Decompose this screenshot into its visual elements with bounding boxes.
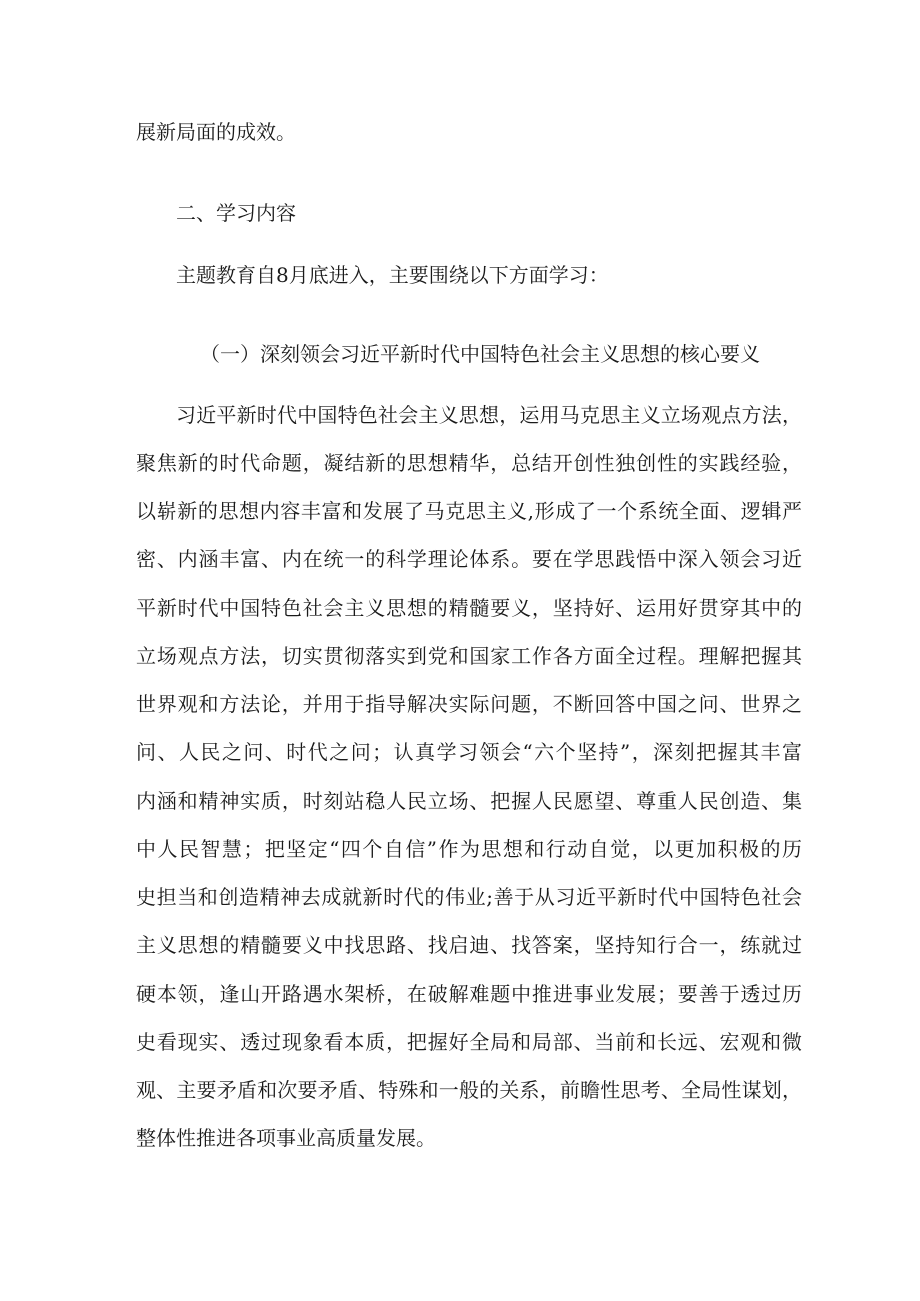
subsection-heading: （一）深刻领会习近平新时代中国特色社会主义思想的核心要义 (200, 342, 760, 366)
paragraph-line: 聚焦新的时代命题，凝结新的思想精华，总结开创性独创性的实践经验， (136, 451, 802, 475)
paragraph-line: 硬本领，逢山开路遇水架桥，在破解难题中推进事业发展；要善于透过历 (136, 982, 802, 1006)
paragraph-line: 平新时代中国特色社会主义思想的精髓要义，坚持好、运用好贯穿其中的 (136, 596, 802, 620)
paragraph-line: 整体性推进各项事业高质量发展。 (136, 1126, 436, 1150)
paragraph-line: 观、主要矛盾和次要矛盾、特殊和一般的关系，前瞻性思考、全局性谋划， (136, 1078, 802, 1102)
paragraph-line: 问、人民之问、时代之问；认真学习领会“六个坚持”，深刻把握其丰富 (136, 740, 802, 764)
paragraph-line: 习近平新时代中国特色社会主义思想，运用马克思主义立场观点方法， (176, 403, 802, 427)
section-heading: 二、学习内容 (176, 201, 296, 225)
paragraph-line: 内涵和精神实质，时刻站稳人民立场、把握人民愿望、尊重人民创造、集 (136, 789, 802, 813)
paragraph-line: 世界观和方法论，并用于指导解决实际问题，不断回答中国之问、世界之 (136, 692, 802, 716)
paragraph-line: 立场观点方法，切实贯彻落实到党和国家工作各方面全过程。理解把握其 (136, 644, 802, 668)
paragraph-line: 史看现实、透过现象看本质，把握好全局和局部、当前和长远、宏观和微 (136, 1030, 802, 1054)
paragraph-line: 以崭新的思想内容丰富和发展了马克思主义,形成了一个系统全面、逻辑严 (136, 499, 802, 523)
intro-text: 主题教育自8月底进入，主要围绕以下方面学习： (176, 263, 609, 287)
paragraph-line: 史担当和创造精神去成就新时代的伟业;善于从习近平新时代中国特色社会 (136, 885, 802, 909)
paragraph-line: 主义思想的精髓要义中找思路、找启迪、找答案，坚持知行合一，练就过 (136, 933, 802, 957)
lead-fragment: 展新局面的成效。 (136, 120, 296, 144)
paragraph-line: 密、内涵丰富、内在统一的科学理论体系。要在学思践悟中深入领会习近 (136, 547, 802, 571)
paragraph-line: 中人民智慧；把坚定“四个自信”作为思想和行动自觉，以更加积极的历 (136, 837, 802, 861)
